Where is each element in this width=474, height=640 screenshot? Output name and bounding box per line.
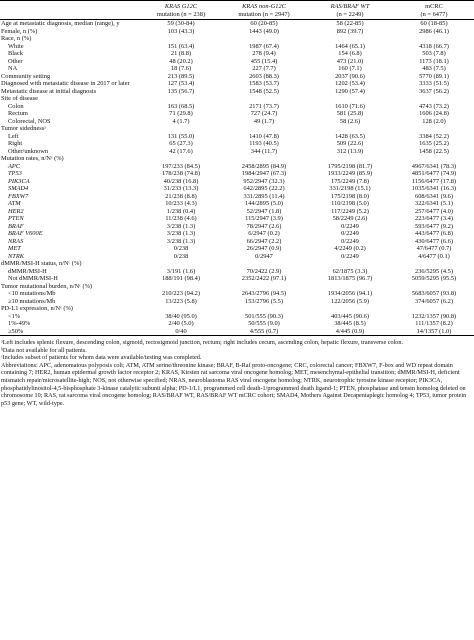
cell-value: 227 (7.7) <box>252 65 276 72</box>
table-row <box>0 20 474 28</box>
cell-value: 60 (18-85) <box>420 20 448 27</box>
cell-value: 0/2249 <box>341 237 359 245</box>
row-label <box>0 245 140 253</box>
table-row <box>0 140 474 148</box>
cell-value <box>140 305 222 313</box>
cell-value: 59 (30-84) <box>167 20 195 27</box>
cell-value <box>394 155 474 163</box>
cell-value: 430/6477 (6.6) <box>415 237 453 245</box>
header-line2: mutation (n = 2947) <box>238 10 290 18</box>
cell-value: 443/6477 (6.8) <box>415 230 453 237</box>
cell-value: 1795/2198 (81.7) <box>327 162 373 170</box>
cell-value: 38/40 (95.0) <box>165 312 197 320</box>
cell-value: 0/2947 <box>255 252 273 260</box>
cell-value: 3/238 (1.3) <box>166 230 196 237</box>
cell-value: 127 (53.4) <box>167 80 195 87</box>
cell-value: 1156/6477 (17.8) <box>411 177 457 185</box>
cell-value: 1933/2249 (85.9) <box>327 170 373 177</box>
cell-value <box>394 283 474 291</box>
row-label: Metastatic disease at initial diagnosis <box>1 87 97 95</box>
cell-value: 103 (43.3) <box>167 27 195 35</box>
row-label: <10 mutations/Mb <box>8 290 56 297</box>
cell-value <box>222 260 306 268</box>
row-label: Diagnosed with metastatic disease in 2017 or later <box>1 80 130 87</box>
row-label: Not dMMR/MSI-H <box>8 275 58 282</box>
row-label: ≥10 mutations/Mb <box>8 297 56 305</box>
table-row <box>0 163 474 171</box>
table-row <box>0 230 474 238</box>
table-row <box>0 95 474 103</box>
row-label: Community setting <box>1 72 51 80</box>
cell-value: 4/445 (0.9) <box>335 327 365 335</box>
cell-value: 151 (63.4) <box>167 42 195 50</box>
header-line1: RAS/BRAF WT <box>330 3 370 10</box>
table-row <box>0 65 474 73</box>
row-label: ≥50% <box>8 327 24 335</box>
row-label: Rectum <box>8 110 28 117</box>
cell-value: 40/238 (16.8) <box>163 177 199 185</box>
cell-value: 50/555 (9.0) <box>248 320 280 327</box>
cell-value: 593/6477 (9.2) <box>415 222 453 230</box>
cell-value: 1193 (40.5) <box>249 140 279 147</box>
cell-value: 2986 (46.1) <box>419 27 449 35</box>
table-row <box>0 35 474 43</box>
cell-value: 2352/2422 (97.1) <box>241 275 287 282</box>
cell-value: 2603 (88.3) <box>249 72 279 80</box>
cell-value: 3333 (51.5) <box>419 80 449 87</box>
cell-value: 257/6477 (4.0) <box>415 207 453 215</box>
cell-value: 47/6477 (0.7) <box>416 245 452 252</box>
cell-value: 213 (89.5) <box>167 72 195 80</box>
row-label: dMMR/MSI-H <box>8 267 47 275</box>
cell-value <box>140 35 222 43</box>
table-row <box>0 208 474 216</box>
cell-value: 122/2056 (5.9) <box>331 297 369 305</box>
row-label: Colon <box>8 102 24 110</box>
cell-value: 3/191 (1.6) <box>166 267 196 275</box>
cell-value: 2643/2796 (94.5) <box>241 290 287 297</box>
row-label: <1% <box>8 312 21 320</box>
gene-name: HER2 <box>8 207 24 215</box>
cell-value: 4/6477 (0.1) <box>418 252 450 260</box>
cell-value: 1610 (71.6) <box>335 102 365 110</box>
cell-value <box>394 35 474 43</box>
header-line2: (n = 2249) <box>336 10 364 18</box>
cell-value: 175/2198 (8.0) <box>331 192 369 200</box>
table-row <box>0 103 474 111</box>
gene-name: PTEN <box>8 215 24 222</box>
gene-name: APC <box>8 162 21 170</box>
header-mcrc <box>394 1 474 20</box>
cell-value <box>394 305 474 313</box>
row-label <box>0 253 140 261</box>
cell-value: 1/238 (0.4) <box>166 207 196 215</box>
cell-value: 3384 (52.2) <box>419 132 449 140</box>
cell-value: 1606 (24.8) <box>419 110 449 117</box>
cell-value: 58/2249 (2.6) <box>332 215 368 222</box>
cell-value <box>306 155 394 163</box>
cell-value: 31/233 (13.3) <box>163 185 199 192</box>
table-row <box>0 50 474 58</box>
cell-value: 115/2947 (3.9) <box>245 215 283 222</box>
cell-value: 10/233 (4.3) <box>165 200 197 207</box>
gene-name: NTRK <box>8 252 24 260</box>
table-row <box>0 58 474 66</box>
cell-value: 344 (11.7) <box>250 147 278 155</box>
table-row <box>0 125 474 133</box>
cell-value: 1428 (63.5) <box>335 132 365 140</box>
row-label: Right <box>8 140 23 147</box>
cell-value: 62/1875 (3.3) <box>332 267 368 275</box>
header-kras-g12c <box>140 1 222 20</box>
cell-value <box>394 95 474 103</box>
cell-value: 312 (13.9) <box>336 147 364 155</box>
cell-value: 197/233 (84.5) <box>162 162 200 170</box>
footnote: ᶜIncludes subset of patients for whom data were available/testing was completed. <box>1 354 202 362</box>
cell-value: 503 (7.8) <box>422 50 446 57</box>
cell-value: 0/2249 <box>341 222 359 230</box>
cell-value <box>222 283 306 291</box>
cell-value: 4318 (66.7) <box>419 42 449 50</box>
table-row <box>0 215 474 223</box>
table-row <box>0 275 474 283</box>
header-line2: mutation (n = 238) <box>156 10 206 18</box>
table-row <box>0 223 474 231</box>
header-kras-non-g12c <box>222 1 306 20</box>
row-label: Colorectal, NOS <box>8 117 51 125</box>
table-row <box>0 170 474 178</box>
row-label: 1%-49% <box>8 320 31 327</box>
cell-value: 2171 (73.7) <box>249 102 279 110</box>
cell-value: 455 (15.4) <box>250 57 278 65</box>
cell-value: 1443 (49.0) <box>249 27 279 35</box>
table-header <box>0 1 474 20</box>
table-row <box>0 290 474 298</box>
table-row <box>0 328 474 336</box>
table-row <box>0 200 474 208</box>
cell-value: 52/2947 (1.8) <box>246 207 282 215</box>
cell-value: 0/2249 <box>341 252 359 260</box>
cell-value: 21/238 (8.8) <box>165 192 197 200</box>
cell-value <box>222 95 306 103</box>
cell-value: 3637 (56.2) <box>419 87 449 95</box>
table-row <box>0 238 474 246</box>
cell-value: 2458/2895 (84.9) <box>241 162 287 170</box>
cell-value: 144/2895 (5.0) <box>245 200 283 207</box>
table-row <box>0 80 474 88</box>
cell-value: 21 (8.8) <box>170 50 192 57</box>
cell-value <box>222 35 306 43</box>
cell-value: 473 (21.0) <box>336 57 364 65</box>
cell-value: 1458 (22.5) <box>419 147 449 155</box>
cell-value: 13/223 (5.8) <box>165 297 197 305</box>
table-row <box>0 178 474 186</box>
header-line1: KRAS G12C <box>164 3 198 10</box>
cell-value: 501/555 (90.3) <box>245 312 283 320</box>
row-label: Site of disease <box>1 95 38 102</box>
table-row <box>0 253 474 261</box>
table-row <box>0 73 474 81</box>
cell-value: 1635 (25.2) <box>419 140 449 147</box>
cell-value: 4967/6341 (78.3) <box>411 162 457 170</box>
row-label <box>0 238 140 246</box>
cell-value: 1173 (18.1) <box>419 57 449 65</box>
cell-value: 117/2249 (5.2) <box>331 207 369 215</box>
row-label: Left <box>8 132 19 140</box>
row-label: Race, n (%) <box>1 35 32 42</box>
cell-value: 1987 (67.4) <box>249 42 279 50</box>
table-row <box>0 283 474 291</box>
cell-value: 1934/2056 (94.1) <box>327 290 373 297</box>
row-label <box>0 193 140 201</box>
cell-value <box>306 260 394 268</box>
cell-value: 952/2947 (32.3) <box>243 177 285 185</box>
cell-value: 1464 (65.1) <box>335 42 365 50</box>
row-label <box>0 185 140 193</box>
footnote: Abbreviations: APC, adenomatous polyposis coli; ATM, ATM serine/threonine kinase; BRAF, B-Raf proto-oncogene; CRC, colorectal cancer; FBXW7, F-box and WD repeat domain containing 7; HER2, human epidermal growth factor receptor 2; KRAS, Kirsten rat sarcoma viral oncogene homolog; MET, mesenchymal-epithelial transition; dMMR/MSI-H, deficient mismatch repair/microsatellite-high; NOS, not otherwise specified; NRAS, neuroblastoma RAS viral oncogene homolog; NTRK, neurotrophic tyrosine kinase receptor; PIK3CA, phosphatidylinositol-4,5-bisphosphate 3-kinase catalytic subunit alpha; PD-1/L1, programmed cell death-1/programmed death ligand-1; PTEN, phosphatase and tensin homolog deleted on chromosome 10; RAS, rat sarcoma viral oncogene homolog; RAS/BRAF WT, RAS/BRAF WT mCRC cohort; SMAD4, Mothers Against Decapentaplegic homolog 4; TP53, tumor protein p53 gene; WT, wild-type. <box>1 361 467 407</box>
cell-value: 608/6341 (9.6) <box>415 192 453 200</box>
cell-value: 483 (7.5) <box>422 65 446 72</box>
row-label: dMMR/MSI-H status, n/Nᶜ (%) <box>1 260 82 267</box>
cell-value: 163 (68.5) <box>167 102 195 110</box>
table-row <box>0 155 474 163</box>
table-row <box>0 305 474 313</box>
cell-value <box>140 260 222 268</box>
gene-name: ATM <box>8 200 21 207</box>
table-row <box>0 260 474 268</box>
cell-value: 4851/6477 (74.9) <box>411 170 457 177</box>
cell-value: 236/5295 (4.5) <box>415 267 453 275</box>
footnote: ᵃLeft includes splenic flexure, descending colon, sigmoid, rectosigmoid junction, rectum; right includes cecum, ascending colon, hepatic flexure, transverse colon. <box>1 339 404 346</box>
cell-value <box>140 283 222 291</box>
cell-value: 509 (22.6) <box>336 140 364 147</box>
cell-value: 71 (29.8) <box>169 110 193 117</box>
cell-value: 58 (22-85) <box>336 20 364 27</box>
cell-value: 210/223 (94.2) <box>162 290 200 297</box>
cell-value: 1813/1875 (96.7) <box>327 275 373 282</box>
cell-value: 1035/6341 (16.3) <box>411 185 457 192</box>
row-label <box>0 178 140 186</box>
cell-value: 175/2249 (7.8) <box>331 177 369 185</box>
cell-value: 2/40 (5.0) <box>168 320 194 327</box>
cell-value: 4/555 (0.7) <box>249 327 279 335</box>
cell-value: 131 (55.0) <box>167 132 195 140</box>
cell-value: 66/2947 (2.2) <box>246 237 282 245</box>
table-body <box>0 20 474 336</box>
table-row <box>0 320 474 328</box>
row-label <box>0 200 140 208</box>
cell-value: 26/2947 (0.9) <box>246 245 282 252</box>
footnote: ᵇData not available for all patients. <box>1 346 87 354</box>
header-label-col <box>0 1 140 20</box>
table-row <box>0 88 474 96</box>
cell-value <box>306 95 394 103</box>
table-row <box>0 118 474 126</box>
gene-name: TP53 <box>8 170 22 177</box>
gene-name: FBXW7 <box>8 192 29 200</box>
cell-value: 892 (39.7) <box>336 27 364 35</box>
row-label <box>0 215 140 223</box>
cell-value <box>306 283 394 291</box>
cell-value: 18 (7.6) <box>170 65 192 72</box>
cell-value: 1290 (57.4) <box>335 87 365 95</box>
cell-value: 374/6057 (6.2) <box>415 297 453 305</box>
cell-value: 78/2947 (2.6) <box>246 222 282 230</box>
cell-value <box>140 125 222 133</box>
row-label: NA <box>8 65 18 72</box>
cell-value <box>306 305 394 313</box>
row-label: PD-L1 expression, n/Nᶜ (%) <box>1 305 73 312</box>
cell-value: 0/2249 <box>341 230 359 237</box>
gene-name: NRAS <box>8 237 24 245</box>
row-label: Other/unknown <box>8 147 49 155</box>
row-label <box>0 223 140 231</box>
table-row <box>0 148 474 156</box>
table-row <box>0 245 474 253</box>
cell-value: 5683/6057 (93.8) <box>411 290 457 297</box>
cell-value <box>394 125 474 133</box>
table-row <box>0 193 474 201</box>
table-row <box>0 28 474 36</box>
row-label: Tumor sidednessᵃ <box>1 125 47 132</box>
row-label: White <box>8 42 24 50</box>
cell-value: 110/2198 (5.0) <box>331 200 369 207</box>
cell-value: 1410 (47.8) <box>249 132 279 140</box>
cell-value <box>306 35 394 43</box>
cell-value: 278 (9.4) <box>252 50 276 57</box>
cell-value: 160 (7.1) <box>338 65 362 72</box>
gene-name: BRAF V600E <box>8 230 43 237</box>
cell-value <box>306 125 394 133</box>
cell-value: 153/2796 (5.5) <box>245 297 283 305</box>
row-label: Age at metastatic diagnosis, median (range), y <box>1 20 120 27</box>
cell-value: 727 (24.7) <box>250 110 278 117</box>
header-line2: (n = 6477) <box>420 10 448 18</box>
table-row <box>0 298 474 306</box>
cell-value: 0/238 <box>173 245 189 252</box>
table-row <box>0 110 474 118</box>
cell-value: 42 (17.6) <box>169 147 193 155</box>
header-line1: KRAS non-G12C <box>242 3 286 10</box>
cell-value: 5059/5295 (95.5) <box>411 275 457 282</box>
cell-value: 188/191 (98.4) <box>162 275 200 282</box>
cell-value: 403/445 (90.6) <box>331 312 369 320</box>
row-label: Other <box>8 57 23 65</box>
cell-value: 331/2198 (15.1) <box>329 185 371 192</box>
gene-name: PIK3CA <box>8 177 30 185</box>
row-label <box>0 163 140 171</box>
table-footnotes <box>0 336 474 407</box>
cell-value <box>222 155 306 163</box>
gene-name: BRAF <box>8 222 24 230</box>
cell-value: 14/1357 (1.0) <box>416 327 452 335</box>
cell-value: 60 (20-85) <box>250 20 278 27</box>
cell-value: 70/2422 (2.9) <box>246 267 282 275</box>
cell-value: 1548 (52.5) <box>249 87 279 95</box>
cell-value: 581 (25.8) <box>336 110 364 117</box>
cell-value: 135 (56.7) <box>167 87 195 95</box>
cell-value <box>140 95 222 103</box>
cell-value: 223/6477 (3.4) <box>415 215 453 222</box>
table-row <box>0 268 474 276</box>
row-label: Mutation rates, n/Nᶜ (%) <box>1 155 64 162</box>
cell-value: 128 (2.0) <box>422 117 446 125</box>
gene-name: SMAD4 <box>8 185 29 192</box>
cell-value: 38/445 (8.5) <box>334 320 366 327</box>
table-row <box>0 185 474 193</box>
cell-value <box>222 305 306 313</box>
cell-value: 642/2895 (22.2) <box>243 185 285 192</box>
cell-value: 6/2947 (0.2) <box>248 230 280 237</box>
cell-value: 111/1357 (8.2) <box>415 320 453 327</box>
cell-value: 1232/1357 (90.8) <box>411 312 457 320</box>
row-label <box>0 208 140 216</box>
cell-value <box>394 260 474 268</box>
cell-value: 49 (1.7) <box>253 117 275 125</box>
row-label: Tumor mutational burden, n/Nᶜ (%) <box>1 282 93 290</box>
cell-value: 4743 (73.2) <box>419 102 449 110</box>
row-label: Black <box>8 50 23 57</box>
cell-value: 1583 (53.7) <box>249 80 279 87</box>
header-line1: mCRC <box>425 3 443 10</box>
table-row <box>0 133 474 141</box>
cell-value: 154 (6.8) <box>338 50 362 57</box>
cell-value: 2037 (90.6) <box>335 72 365 80</box>
cell-value: 48 (20.2) <box>169 57 193 65</box>
cell-value: 4 (1.7) <box>172 117 190 125</box>
gene-name: MET <box>8 245 21 252</box>
cell-value: 3/238 (1.3) <box>166 222 196 230</box>
cell-value: 58 (2.6) <box>339 117 361 125</box>
table-row <box>0 313 474 321</box>
row-label: Female, n (%) <box>1 27 38 35</box>
cell-value: 5770 (89.1) <box>419 72 449 80</box>
cell-value: 0/238 <box>173 252 189 260</box>
cell-value: 322/6341 (5.1) <box>415 200 453 207</box>
row-label <box>0 170 140 178</box>
cell-value <box>222 125 306 133</box>
header-ras-braf-wt <box>306 1 394 20</box>
cell-value <box>140 155 222 163</box>
cell-value: 11/238 (4.6) <box>165 215 197 222</box>
cell-value: 331/2895 (11.4) <box>243 192 285 200</box>
row-label <box>0 230 140 238</box>
cell-value: 1202 (53.4) <box>335 80 365 87</box>
cell-value: 4/2249 (0.2) <box>334 245 366 252</box>
cell-value: 0/40 <box>175 327 187 335</box>
cell-value: 3/238 (1.3) <box>166 237 196 245</box>
cell-value: 65 (27.3) <box>169 140 193 147</box>
cell-value: 1984/2947 (67.3) <box>241 170 287 177</box>
table-row <box>0 43 474 51</box>
cell-value: 178/238 (74.8) <box>162 170 200 177</box>
